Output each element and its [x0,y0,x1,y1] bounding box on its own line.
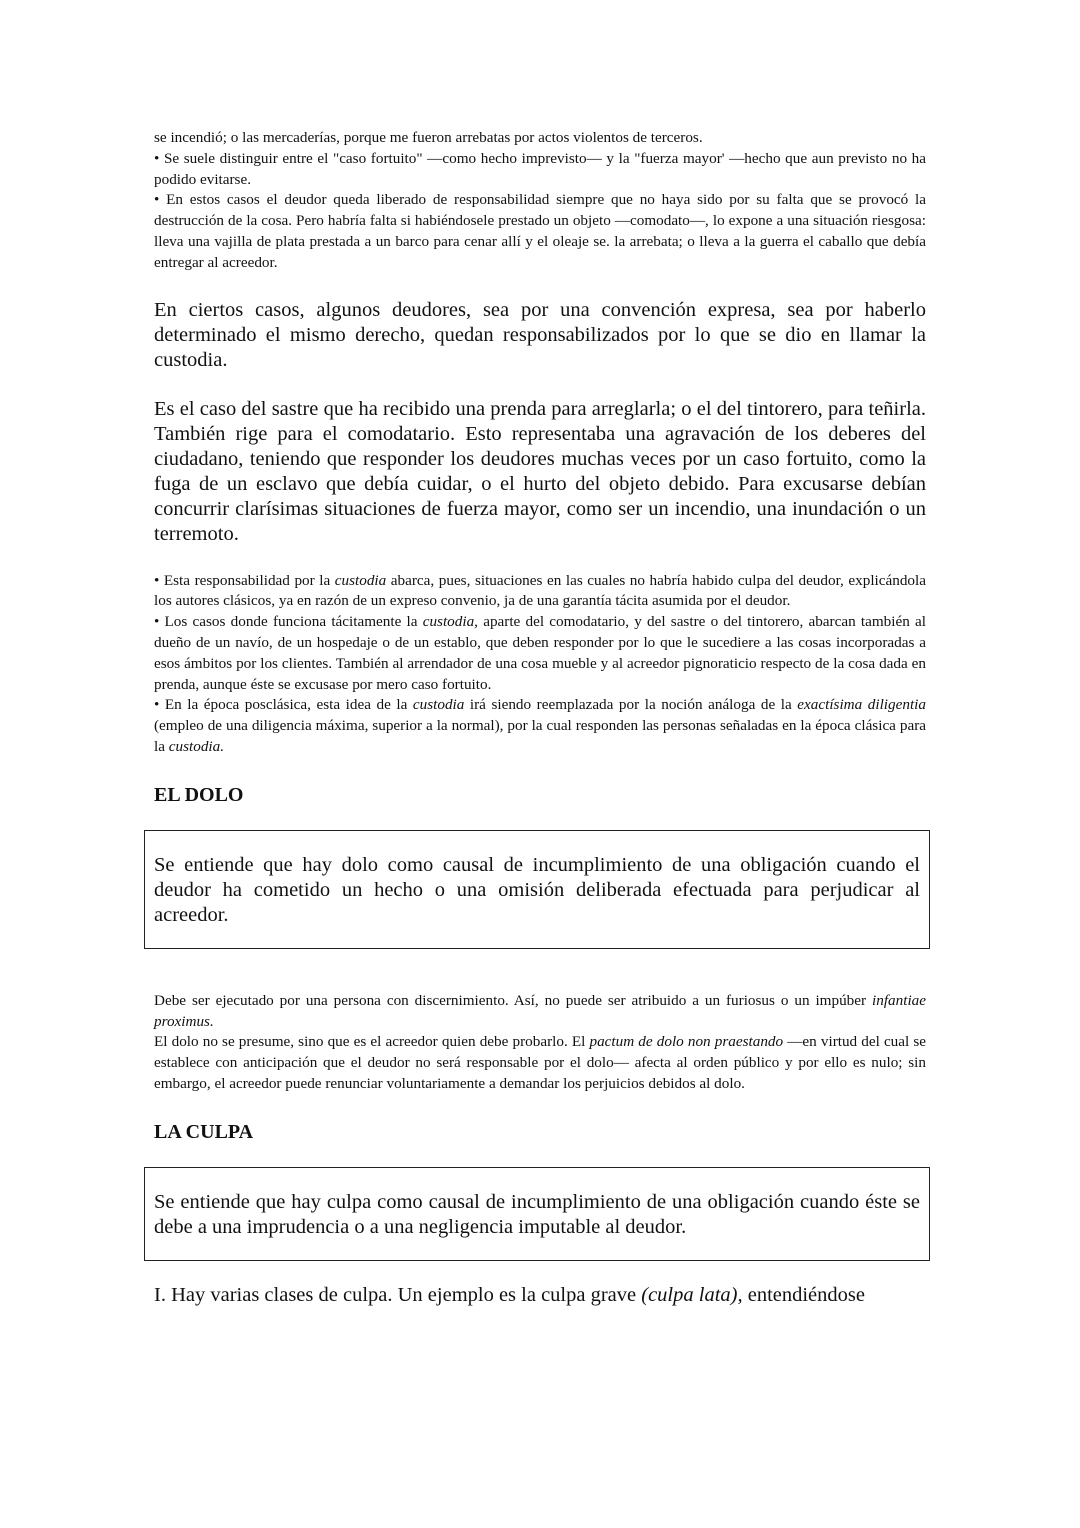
heading-culpa: LA CULPA [154,1120,254,1143]
definition-box-dolo [144,830,930,949]
paragraph-incendio: se incendió; o las mercaderías, porque me fueron arrebatas por actos violentos de terceros. [154,129,703,146]
heading-dolo: EL DOLO [154,783,244,806]
bullet-caso-fortuito: • Se suele distinguir entre el "caso fortuito" —como hecho imprevisto— y la "fuerza mayor' —hecho que aun previsto no ha podido evitarse. [154,149,926,188]
paragraph-clases-culpa: I. Hay varias clases de culpa. Un ejemplo es la culpa grave (culpa lata), entendiéndose [154,1283,865,1306]
paragraph-discernimiento: Debe ser ejecutado por una persona con discernimiento. Así, no puede ser atribuido a un furiosus o un impúber infantiae proximus. [154,991,926,1030]
bullet-custodia-responsabilidad: • Esta responsabilidad por la custodia abarca, pues, situaciones en las cuales no habría habido culpa del deudor, explicándola los autores clásicos, ya en razón de un expreso convenio, ja de una garantía tácita asumida por el deudor. [154,571,926,610]
bullet-custodia-casos: • Los casos donde funciona tácitamente la custodia, aparte del comodatario, y del sastre o del tintorero, abarcan también al dueño de un navío, de un hospedaje o de un establo, que deben responder por lo que le sucediere a las cosas incorporadas a esos ámbitos por los clientes. También al arrendador de una cosa mueble y al acreedor pignoraticio respecto de la cosa dada en prenda, aunque éste se excusase por mero caso fortuito. [154,613,926,693]
paragraph-dolo-prueba: El dolo no se presume, sino que es el acreedor quien debe probarlo. El pactum de dolo non praestando —en virtud del cual se establece con anticipación que el deudor no será responsable por el dolo— afecta al orden público y por ello es nulo; sin embargo, el acreedor puede renunciar voluntariamente a demandar los perjuicios debidos al dolo. [154,1033,926,1092]
dolo-paragraphs [154,991,926,1095]
paragraph-sastre: Es el caso del sastre que ha recibido una prenda para arreglarla; o el del tintorero, para teñirla. También rige para el comodatario. Esto representaba una agravación de los deberes del ciudadano, teniendo que responder los deudores muchas veces por un caso fortuito, como la fuga de un esclavo que debía cuidar, o el hurto del objeto debido. Para excusarse debían concurrir clarísimas situaciones de fuerza mayor, como ser un incendio, una inundación o un terremoto. [154,397,926,545]
custodia-bullets [154,571,926,758]
bullet-custodia-posclasica: • En la época posclásica, esta idea de la custodia irá siendo reemplazada por la noción análoga de la exactísima diligentia (empleo de una diligencia máxima, superior a la normal), por la cual responden las personas señaladas en la época clásica para la custodia. [154,696,926,755]
paragraph-custodia-intro: En ciertos casos, algunos deudores, sea por una convención expresa, sea por haberlo determinado el mismo derecho, quedan responsabilizados por lo que se dio en llamar la custodia. [154,298,926,371]
definition-dolo: Se entiende que hay dolo como causal de incumplimiento de una obligación cuando el deudor ha cometido un hecho o una omisión deliberada efectuada para perjudicar al acreedor. [154,853,920,926]
document-page [154,128,926,1308]
definition-culpa: Se entiende que hay culpa como causal de incumplimiento de una obligación cuando éste se debe a una imprudencia o a una negligencia imputable al deudor. [154,1190,920,1238]
definition-box-culpa [144,1167,930,1261]
bullet-deudor-liberado: • En estos casos el deudor queda liberado de responsabilidad siempre que no haya sido por su falta que se provocó la destrucción de la cosa. Pero habría falta si habiéndosele prestado un objeto —comodato—, lo expone a una situación riesgosa: lleva una vajilla de plata prestada a un barco para cenar allí y el oleaje se. la arrebata; o lleva a la guerra el caballo que debía entregar al acreedor. [154,191,926,271]
